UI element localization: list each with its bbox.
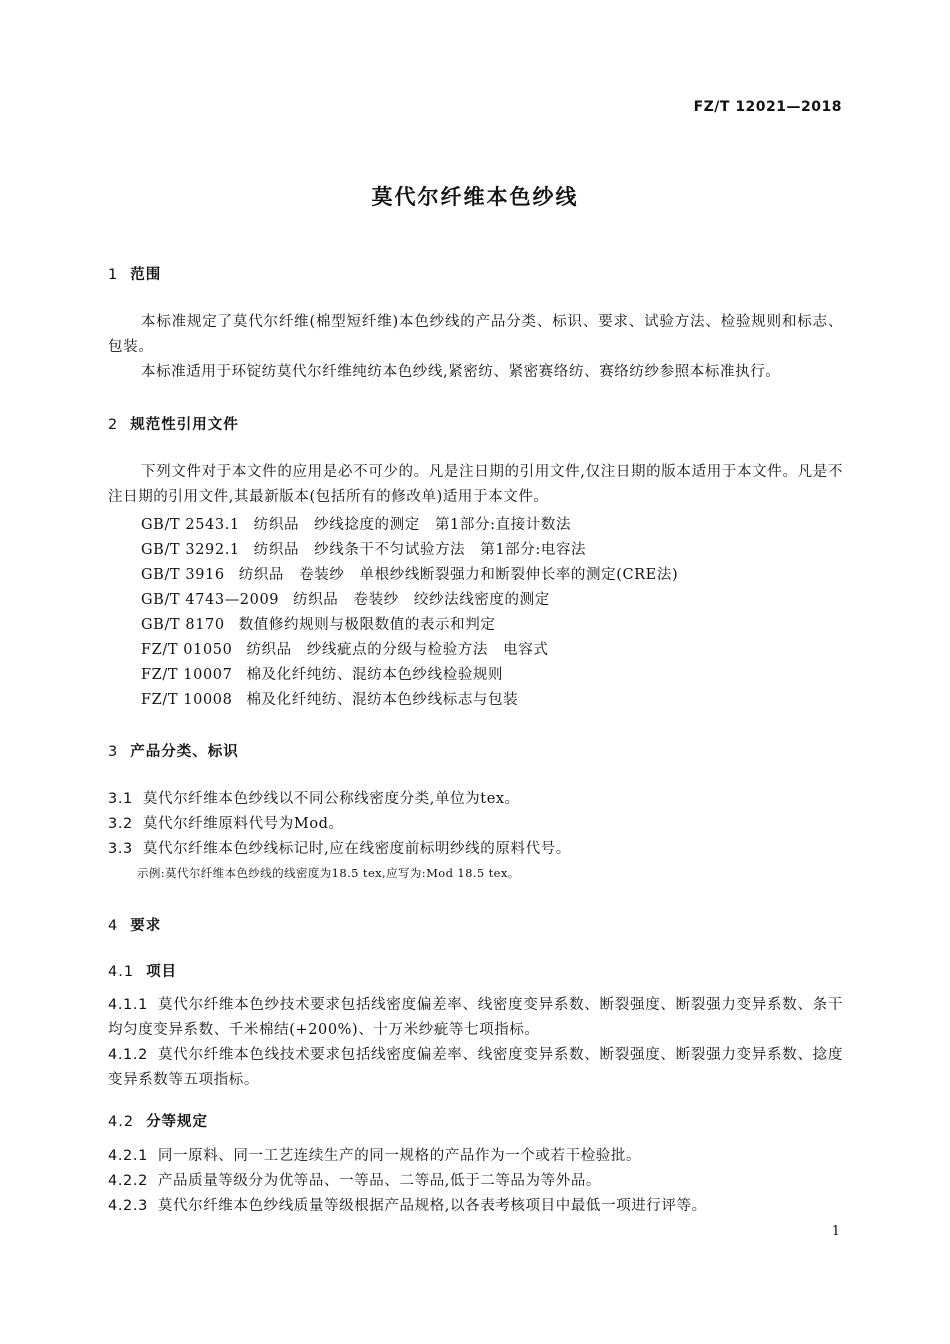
reference-code: GB/T 2543.1 — [141, 517, 240, 533]
reference-item — [141, 588, 550, 609]
clause-text: 产品质量等级分为优等品、一等品、二等品,低于二等品为等外品。 — [157, 1173, 602, 1189]
section-4-2-heading — [108, 1110, 208, 1131]
reference-item — [141, 638, 548, 659]
clause-text: 莫代尔纤维本色纱线质量等级根据产品规格,以各表考核项目中最低一项进行评等。 — [157, 1198, 707, 1214]
document-title: 莫代尔纤维本色纱线 — [371, 185, 579, 209]
clause-item — [108, 993, 843, 1043]
reference-title: 棉及化纤纯纺、混纺本色纱线标志与包装 — [246, 692, 519, 708]
reference-title: 数值修约规则与极限数值的表示和判定 — [238, 617, 496, 633]
clause-item — [108, 837, 843, 862]
reference-item — [141, 563, 678, 584]
section-title: 规范性引用文件 — [130, 417, 239, 433]
clause-item — [108, 787, 843, 812]
page-number: 1 — [831, 1224, 840, 1239]
reference-title: 纺织品 卷装纱 单根纱线断裂强力和断裂伸长率的测定(CRE法) — [238, 567, 679, 583]
clause-item — [108, 1144, 843, 1169]
clause-item — [108, 812, 843, 837]
clause-number: 3.2 — [108, 816, 133, 832]
normative-intro: 下列文件对于本文件的应用是必不可少的。凡是注日期的引用文件,仅注日期的版本适用于本文件。凡是不注日期的引用文件,其最新版本(包括所有的修改单)适用于本文件。 — [108, 464, 843, 505]
section-number: 4 — [108, 918, 119, 934]
section-title: 分等规定 — [146, 1114, 209, 1130]
reference-code: FZ/T 10008 — [141, 692, 233, 708]
clause-text: 莫代尔纤维本色纱技术要求包括线密度偏差率、线密度变异系数、断裂强度、断裂强力变异系数、条干均匀度变异系数、千米棉结(+200%)、十万米纱疵等七项指标。 — [108, 997, 843, 1038]
section-number: 1 — [108, 267, 119, 283]
reference-code: GB/T 3916 — [141, 567, 225, 583]
section-title: 产品分类、标识 — [130, 744, 239, 760]
section-number: 4.2 — [108, 1114, 135, 1130]
clause-text: 莫代尔纤维原料代号为Mod。 — [142, 816, 344, 832]
section-number: 3 — [108, 744, 119, 760]
reference-item — [141, 538, 586, 559]
reference-code: GB/T 3292.1 — [141, 542, 240, 558]
reference-code: GB/T 8170 — [141, 617, 225, 633]
reference-title: 纺织品 纱线捻度的测定 第1部分:直接计数法 — [253, 517, 572, 533]
scope-paragraph-2: 本标准适用于环锭纺莫代尔纤维纯纺本色纱线,紧密纺、紧密赛络纺、赛络纺纱参照本标准执行。 — [141, 364, 781, 380]
reference-title: 棉及化纤纯纺、混纺本色纱线检验规则 — [246, 667, 504, 683]
reference-item — [141, 663, 503, 684]
clause-number: 4.2.3 — [108, 1198, 148, 1214]
section-number: 4.1 — [108, 964, 135, 980]
clause-number: 4.1.2 — [108, 1047, 148, 1063]
section-title: 项目 — [146, 964, 178, 980]
reference-code: FZ/T 01050 — [141, 642, 233, 658]
clause-number: 4.2.1 — [108, 1148, 148, 1164]
section-4-heading — [108, 914, 161, 935]
reference-code: FZ/T 10007 — [141, 667, 233, 683]
clause-number: 4.1.1 — [108, 997, 148, 1013]
clause-item — [108, 1169, 843, 1194]
section-title: 范围 — [130, 267, 162, 283]
section-2-heading — [108, 413, 239, 434]
reference-title: 纺织品 卷装纱 绞纱法线密度的测定 — [293, 592, 550, 608]
reference-title: 纺织品 纱线疵点的分级与检验方法 电容式 — [246, 642, 549, 658]
clause-number: 3.1 — [108, 791, 133, 807]
section-3-heading — [108, 740, 239, 761]
section-number: 2 — [108, 417, 119, 433]
clause-text: 莫代尔纤维本色线技术要求包括线密度偏差率、线密度变异系数、断裂强度、断裂强力变异系数、捻度变异系数等五项指标。 — [108, 1047, 843, 1088]
clause-text: 同一原料、同一工艺连续生产的同一规格的产品作为一个或若干检验批。 — [157, 1148, 642, 1164]
standard-code: FZ/T 12021—2018 — [693, 99, 842, 115]
clause-item — [108, 1194, 843, 1219]
example-note: 示例:莫代尔纤维本色纱线的线密度为18.5 tex,应写为:Mod 18.5 tex。 — [137, 866, 520, 880]
section-1-heading — [108, 263, 161, 284]
reference-item — [141, 613, 495, 634]
clause-text: 莫代尔纤维本色纱线以不同公称线密度分类,单位为tex。 — [142, 791, 520, 807]
section-title: 要求 — [130, 918, 162, 934]
reference-code: GB/T 4743—2009 — [141, 592, 280, 608]
reference-item — [141, 513, 571, 534]
clause-number: 3.3 — [108, 841, 133, 857]
section-4-1-heading — [108, 960, 177, 981]
clause-number: 4.2.2 — [108, 1173, 148, 1189]
clause-text: 莫代尔纤维本色纱线标记时,应在线密度前标明纱线的原料代号。 — [142, 841, 571, 857]
clause-item — [108, 1043, 843, 1093]
reference-title: 纺织品 纱线条干不匀试验方法 第1部分:电容法 — [253, 542, 587, 558]
scope-paragraph-1: 本标准规定了莫代尔纤维(棉型短纤维)本色纱线的产品分类、标识、要求、试验方法、检验规则和标志、包装。 — [108, 314, 843, 355]
reference-item — [141, 688, 518, 709]
